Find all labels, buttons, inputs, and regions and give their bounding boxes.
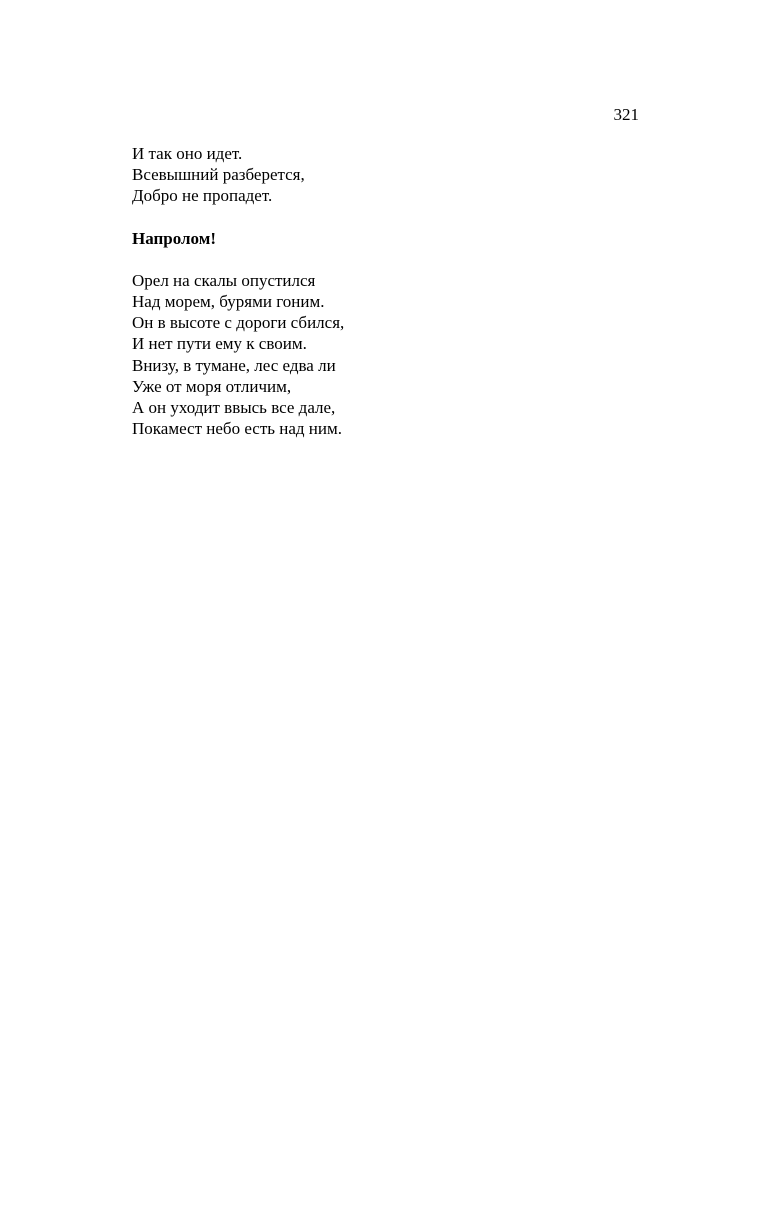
poem-line: Он в высоте с дороги сбился, — [132, 313, 345, 333]
poem-line: Внизу, в тумане, лес едва ли — [132, 355, 336, 375]
poem-line: Всевышний разберется, — [132, 165, 305, 185]
poem-line: Добро не пропадет. — [132, 186, 273, 206]
poem-line: Покамест небо есть над ним. — [132, 419, 343, 439]
poem-line: Орел на скалы опустился — [132, 270, 316, 290]
poem-line: Уже от моря отличим, — [132, 376, 292, 396]
poem-body — [132, 270, 652, 440]
poem-line: Над морем, бурями гоним. — [132, 292, 325, 312]
poem-line: И так оно идет. — [132, 144, 243, 163]
page-text — [132, 143, 652, 439]
page-number: 321 — [613, 105, 639, 124]
previous-poem-ending — [132, 143, 652, 207]
poem-line: А он уходит ввысь все дале, — [132, 398, 336, 418]
poem-title: Напролом! — [132, 228, 216, 248]
poem-line: И нет пути ему к своим. — [132, 334, 307, 354]
